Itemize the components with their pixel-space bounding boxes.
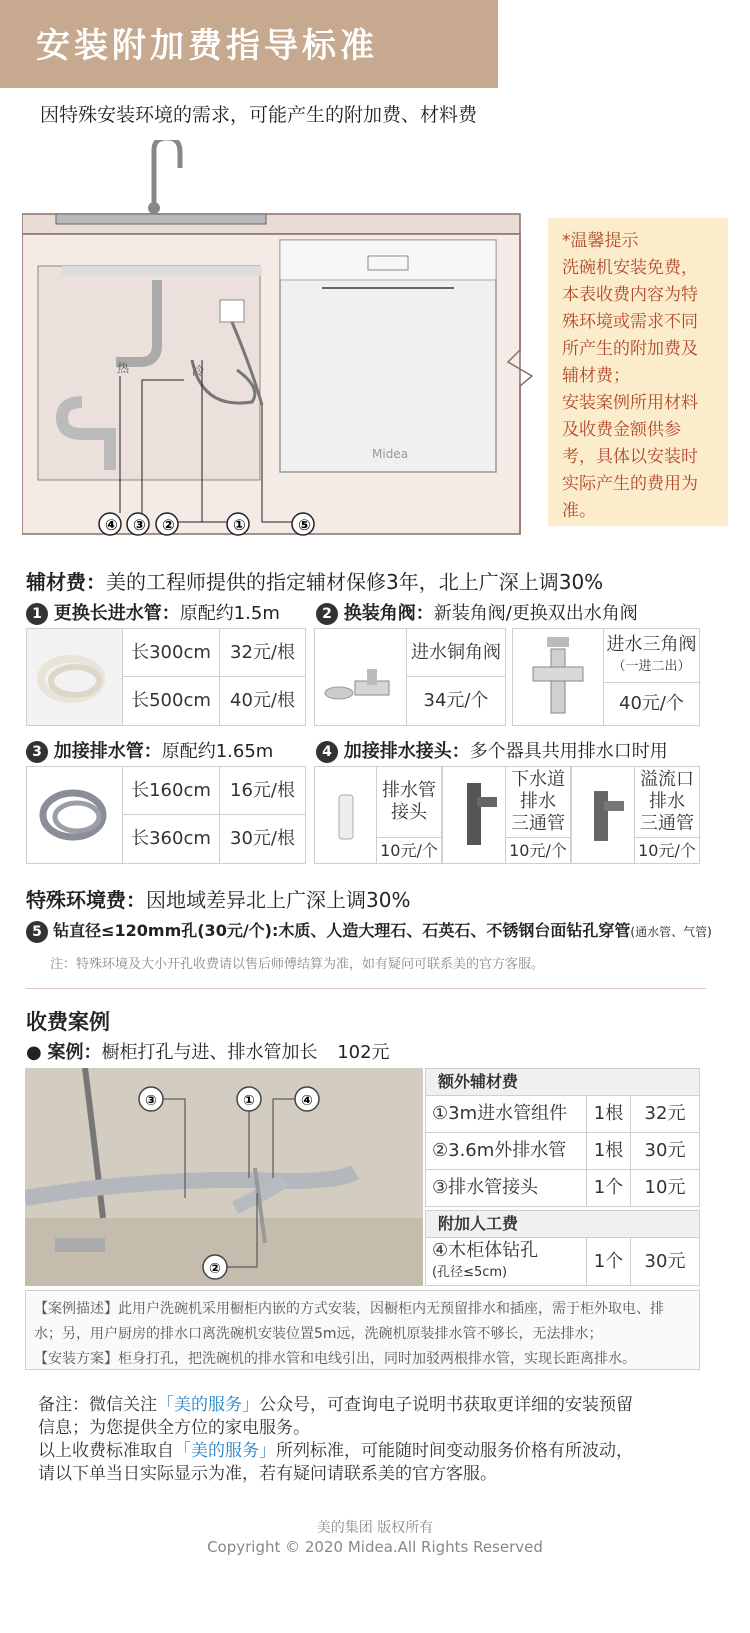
case-title: 收费案例 <box>26 1010 110 1034</box>
photo-marker-2: ② <box>209 1261 221 1277</box>
part3-price: 10元/个 <box>634 837 700 864</box>
case-photo <box>25 1068 423 1286</box>
item3-heading <box>26 737 273 763</box>
footer-copyright: Copyright © 2020 Midea.All Rights Reserved <box>207 1538 543 1556</box>
item4-desc: 多个器具共用排水口时用 <box>469 741 668 762</box>
marker-3: ③ <box>133 516 146 534</box>
copper-valve-price: 34元/个 <box>406 676 506 726</box>
labor-title: 附加人工费 <box>425 1210 700 1238</box>
item2-heading <box>316 599 638 625</box>
materials-desc: 美的工程师提供的指定辅材保修3年，北上广深上调30% <box>106 570 604 594</box>
footer-group: 美的集团 版权所有 <box>316 1520 434 1536</box>
inlet-hose-image <box>26 628 123 726</box>
meidi-service-link[interactable]: 「美的服务」 <box>157 1395 259 1415</box>
photo-marker-3: ③ <box>145 1093 157 1109</box>
remarks-line1 <box>38 1394 633 1417</box>
meidi-service-link[interactable]: 「美的服务」 <box>174 1441 276 1461</box>
copper-valve-image <box>314 628 407 726</box>
case-desc-text: 此用户洗碗机采用橱柜内嵌的方式安装，因橱柜内无预留排水和插座，需于柜外取电、排水；另，用户厨房的排水口离洗碗机安装位置5m远，洗碗机原装排水管不够长，无法排水； <box>34 1301 664 1342</box>
item4-heading <box>316 737 668 763</box>
remarks-text: 公众号，可查询电子说明书获取更详细的安装预留 <box>259 1395 633 1415</box>
tip-line: 安装案例所用材料 <box>562 393 698 413</box>
part3-name: 溢流口 排水 三通管 <box>634 766 700 838</box>
drain-hose-image <box>26 766 123 864</box>
special-heading <box>26 884 410 913</box>
tip-line: 所产生的附加费及 <box>562 339 698 359</box>
case-desc-label: 【案例描述】 <box>34 1301 118 1317</box>
part2-price: 10元/个 <box>505 837 571 864</box>
item2-desc: 新装角阀/更换双出水角阀 <box>433 603 638 624</box>
hot-label: 热 <box>117 361 130 375</box>
item2-title: 换装角阀： <box>343 603 434 624</box>
tip-line: 殊环境或需求不同 <box>562 312 698 332</box>
item3-desc: 原配约1.65m <box>161 741 274 762</box>
extra-row1-name: ①3m进水管组件 <box>425 1095 587 1133</box>
remarks-line4: 请以下单当日实际显示为准，若有疑问请联系美的官方客服。 <box>38 1464 497 1484</box>
item5-text: 钻直径≤120mm孔(30元/个):木质、人造大理石、石英石、不锈钢台面钻孔穿管 <box>53 921 631 940</box>
bullet: ● <box>26 1042 42 1063</box>
triangle-valve-price: 40元/个 <box>603 682 700 726</box>
special-desc: 因地域差异北上广深上调30% <box>146 888 411 912</box>
marker-2: ② <box>162 516 175 534</box>
item1-row1-length: 长300cm <box>122 628 220 677</box>
labor-row-sub: (孔径≤5cm) <box>432 1264 508 1280</box>
item3-row2-price: 30元/根 <box>219 814 306 864</box>
labor-row-name-cell <box>425 1237 587 1286</box>
labor-row-name: ④木柜体钻孔 <box>432 1239 539 1261</box>
labor-row-qty: 1个 <box>586 1237 631 1286</box>
drain-connector-image <box>314 766 377 864</box>
item5-small: (通水管、气管) <box>630 925 712 939</box>
part2-name: 下水道 排水 三通管 <box>505 766 571 838</box>
tip-line: 准。 <box>562 501 596 521</box>
item4-title: 加接排水接头： <box>343 741 470 762</box>
extra-row3-qty: 1个 <box>586 1169 631 1207</box>
tip-line: *温馨提示 <box>562 231 639 251</box>
extra-row3-name: ③排水管接头 <box>425 1169 587 1207</box>
tip-line: 辅材费； <box>562 366 630 386</box>
cold-label: 冷 <box>192 364 205 378</box>
item1-row1-price: 32元/根 <box>219 628 306 677</box>
item2-number: 2 <box>316 603 338 625</box>
materials-heading <box>26 566 603 595</box>
item1-row2-price: 40元/根 <box>219 676 306 726</box>
marker-4: ④ <box>105 516 118 534</box>
case-description-box <box>25 1290 700 1370</box>
triangle-valve-sub: （一进二出） <box>612 658 691 674</box>
item4-number: 4 <box>316 741 338 763</box>
part1-name: 排水管 接头 <box>376 766 442 838</box>
triangle-valve-name: 进水三角阀 <box>606 633 697 655</box>
extra-row2-price: 30元 <box>630 1132 700 1170</box>
item3-row2-length: 长360cm <box>122 814 220 864</box>
remarks-line3 <box>38 1440 633 1463</box>
part1-price: 10元/个 <box>376 837 442 864</box>
remarks-text: 所列标准，可能随时间变动服务价格有所波动， <box>276 1441 633 1461</box>
item3-title: 加接排水管： <box>53 741 162 762</box>
extra-row3-price: 10元 <box>630 1169 700 1207</box>
extra-row1-qty: 1根 <box>586 1095 631 1133</box>
case-summary <box>26 1038 390 1064</box>
subtitle: 因特殊安装环境的需求，可能产生的附加费、材料费 <box>40 104 478 126</box>
extra-row2-qty: 1根 <box>586 1132 631 1170</box>
sewer-tee-image <box>442 766 506 864</box>
marker-1: ① <box>233 516 246 534</box>
item5-line <box>26 918 712 943</box>
divider <box>26 988 706 989</box>
triangle-valve-image <box>512 628 604 726</box>
case-desc-para <box>34 1297 691 1347</box>
materials-title: 辅材费： <box>26 570 106 594</box>
tip-line: 本表收费内容为特 <box>562 285 698 305</box>
item3-row1-length: 长160cm <box>122 766 220 815</box>
case-plan-text: 柜身打孔，把洗碗机的排水管和电线引出，同时加驳两根排水管，实现长距离排水。 <box>118 1351 636 1367</box>
overflow-tee-image <box>571 766 635 864</box>
special-title: 特殊环境费： <box>26 888 146 912</box>
extra-row2-name: ②3.6m外排水管 <box>425 1132 587 1170</box>
tip-line: 实际产生的费用为 <box>562 474 698 494</box>
case-plan-para <box>34 1347 691 1372</box>
item3-number: 3 <box>26 741 48 763</box>
extra-row1-price: 32元 <box>630 1095 700 1133</box>
extra-title: 额外辅材费 <box>425 1068 700 1096</box>
brand-label: Midea <box>372 447 409 461</box>
remarks-text: 以上收费标准取自 <box>38 1441 174 1461</box>
case-total: 102元 <box>337 1042 390 1063</box>
case-plan-label: 【安装方案】 <box>34 1351 118 1367</box>
photo-marker-1: ① <box>243 1093 255 1109</box>
triangle-valve-name-cell <box>603 628 700 683</box>
item1-desc: 原配约1.5m <box>179 603 280 624</box>
item3-row1-price: 16元/根 <box>219 766 306 815</box>
marker-5: ⑤ <box>298 516 311 534</box>
tip-box <box>548 218 728 526</box>
case-label: 案例： <box>47 1042 102 1063</box>
tip-line: 考，具体以安装时 <box>562 447 698 467</box>
copper-valve-name: 进水铜角阀 <box>406 628 506 677</box>
item1-row2-length: 长500cm <box>122 676 220 726</box>
item1-title: 更换长进水管： <box>53 603 180 624</box>
remarks-line2: 信息；为您提供全方位的家电服务。 <box>38 1418 310 1438</box>
tip-line: 及收费金额供参 <box>562 420 681 440</box>
item1-number: 1 <box>26 603 48 625</box>
item5-number: 5 <box>26 921 48 943</box>
page-title: 安装附加费指导标准 <box>36 26 378 66</box>
tip-line: 洗碗机安装免费， <box>562 258 698 278</box>
labor-row-price: 30元 <box>630 1237 700 1286</box>
case-desc: 橱柜打孔与进、排水管加长 <box>101 1042 318 1063</box>
header-band <box>0 0 498 88</box>
item1-heading <box>26 599 280 625</box>
remarks-text: 备注：微信关注 <box>38 1395 157 1415</box>
photo-marker-4: ④ <box>301 1093 313 1109</box>
special-note: 注：特殊环境及大小开孔收费请以售后师傅结算为准，如有疑问可联系美的官方客服。 <box>50 957 545 972</box>
